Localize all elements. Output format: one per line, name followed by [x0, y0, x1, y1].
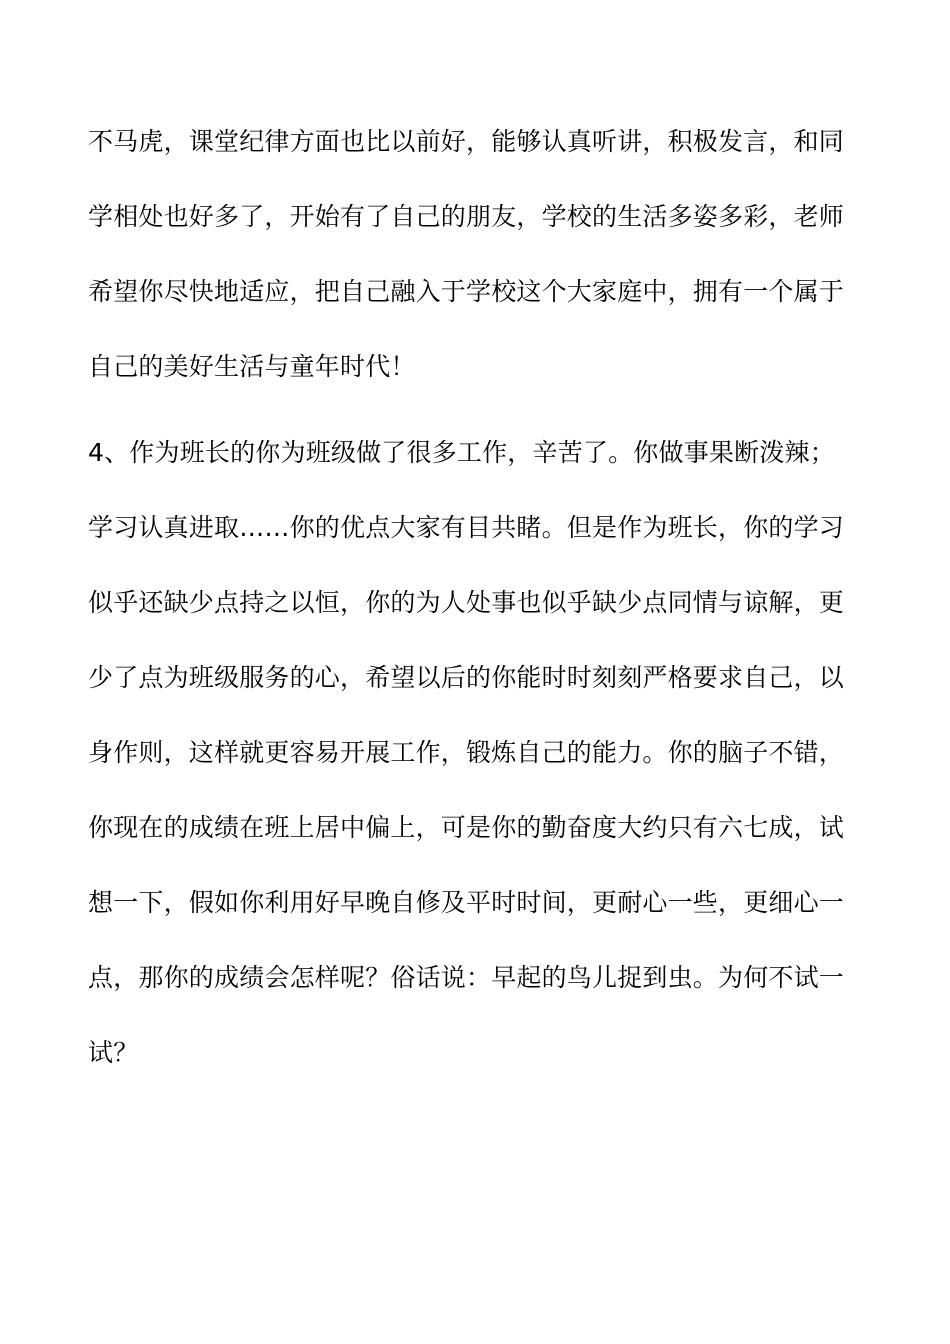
text-line: 似乎还缺少点持之以恒，你的为人处事也似乎缺少点同情与谅解，更	[88, 588, 845, 617]
text-line: 试？	[88, 1038, 139, 1067]
text-line: 自己的美好生活与童年时代！	[88, 352, 416, 381]
text-line: 你现在的成绩在班上居中偏上，可是你的勤奋度大约只有六七成，试	[88, 813, 845, 842]
text-line: 希望你尽快地适应，把自己融入于学校这个大家庭中，拥有一个属于	[88, 277, 845, 306]
text-line: 想一下，假如你利用好早晚自修及平时时间，更耐心一些，更细心一	[88, 888, 845, 917]
text-line: 学相处也好多了，开始有了自己的朋友，学校的生活多姿多彩，老师	[88, 202, 845, 231]
text-line: 学习认真进取……你的优点大家有目共睹。但是作为班长，你的学习	[88, 513, 845, 542]
text-line: 4、作为班长的你为班级做了很多工作，辛苦了。你做事果断泼辣；	[88, 438, 835, 467]
text-line: 不马虎，课堂纪律方面也比以前好，能够认真听讲，积极发言，和同	[88, 127, 845, 156]
text-line: 点，那你的成绩会怎样呢？俗话说：早起的鸟儿捉到虫。为何不试一	[88, 963, 845, 992]
text-line: 少了点为班级服务的心，希望以后的你能时时刻刻严格要求自己，以	[88, 663, 845, 692]
text-line: 身作则，这样就更容易开展工作，锻炼自己的能力。你的脑子不错，	[88, 738, 845, 767]
